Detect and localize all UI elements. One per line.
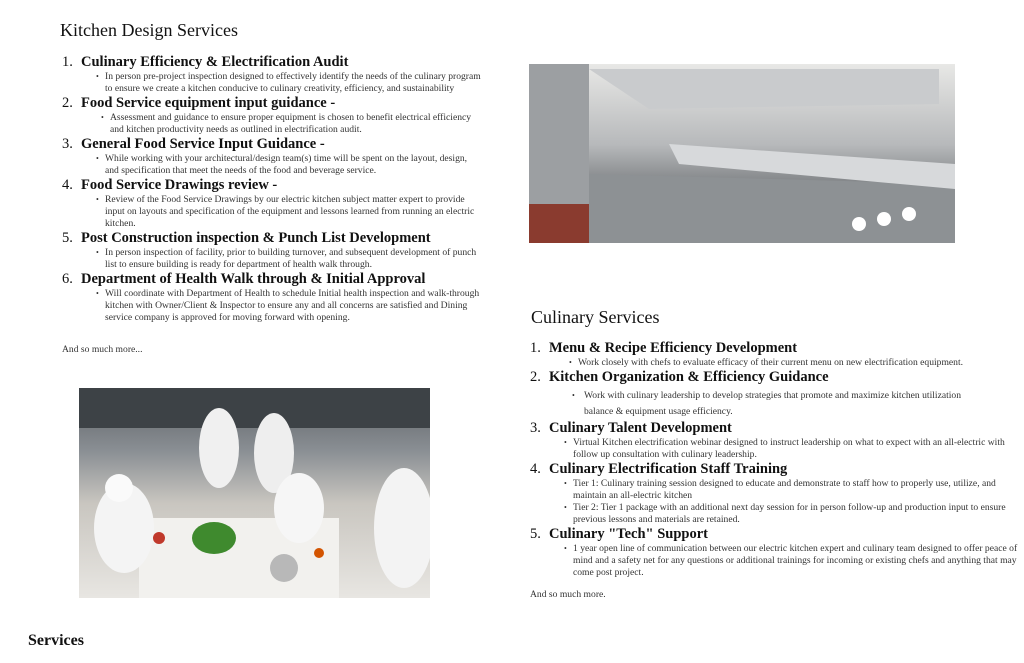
list-item [62,54,482,95]
item-number: 4. [530,461,541,477]
item-number: 2. [530,369,541,385]
item-heading: Kitchen Organization & Efficiency Guidance [549,369,829,385]
item-heading: Culinary Efficiency & Electrification Audit [81,54,349,70]
item-number: 3. [62,136,73,152]
bullet-text: • In person pre-project inspection designed to effectively identify the needs of the culinary program to ensure we create a kitchen conducive to culinary creativity, efficiency, and sustainability [105,71,482,95]
bullet-text: • Will coordinate with Department of Health to schedule Initial health inspection and walk-through kitchen with Owner/Client & Inspector to ensure any and all concerns are satisfied and Dining service company is approved for moving forward with opening. [105,288,482,324]
item-heading: Department of Health Walk through & Initial Approval [81,271,426,287]
list-item [62,271,482,324]
item-heading: Post Construction inspection & Punch List Development [81,230,431,246]
bullet-text: • Assessment and guidance to ensure proper equipment is chosen to benefit electrical efficiency and kitchen productivity needs as outlined in electrification audit. [110,112,482,136]
list-item [530,420,1020,461]
item-heading: Menu & Recipe Efficiency Development [549,340,798,356]
list-item [530,526,1020,579]
list-item [62,136,482,177]
item-number: 1. [62,54,73,70]
bullet-text: • In person inspection of facility, prior to building turnover, and subsequent development of punch list to ensure building is ready for department of health walk through. [105,247,482,271]
bullet-text: • Review of the Food Service Drawings by our electric kitchen subject matter expert to provide input on layouts and specification of the equipment and lessons learned from running an electric kitchen. [105,194,482,230]
list-item [530,369,1020,420]
list-item [62,95,482,136]
kitchen-illustration [529,64,955,243]
chefs-illustration [79,388,430,598]
item-heading: General Food Service Input Guidance - [81,136,325,152]
and-so-much-more-text: And so much more. [530,589,606,600]
item-heading: Culinary Electrification Staff Training [549,461,788,477]
item-heading: Food Service Drawings review - [81,177,278,193]
item-number: 5. [62,230,73,246]
bullet-text: • Tier 1: Culinary training session designed to educate and demonstrate to staff how to properly use, utilize, and maintain an all-electric kitchen [573,478,1020,502]
bullet-text: • Work with culinary leadership to develop strategies that promote and maximize kitchen utilization balance & equipment usage efficiency. [578,388,990,420]
culinary-services-list [530,340,1020,579]
chefs-cooking-photo [79,388,430,598]
list-item [530,340,1020,369]
bullet-text: • Tier 2: Tier 1 package with an additional next day session for in person follow-up and production input to ensure previous lessons and materials are retained. [573,502,1020,526]
bullet-text: • 1 year open line of communication between our electric kitchen expert and culinary team designed to offer peace of mind and a safety net for any questions or additional trainings for incoming or existing chefs and anything that may come post project. [573,543,1020,579]
item-heading: Culinary "Tech" Support [549,526,708,542]
bullet-text: • Virtual Kitchen electrification webinar designed to instruct leadership on what to expect with an all-electric with follow up consultation with culinary leadership. [573,437,1020,461]
list-item [62,177,482,230]
item-heading: Culinary Talent Development [549,420,732,436]
bullet-text: • While working with your architectural/design team(s) time will be spent on the layout, design, and specification that meet the needs of the food and beverage service. [105,153,482,177]
services-heading: Services [28,632,84,649]
item-number: 2. [62,95,73,111]
item-number: 1. [530,340,541,356]
and-so-much-more-text: And so much more... [62,344,143,355]
culinary-services-title: Culinary Services [531,307,660,327]
item-heading: Food Service equipment input guidance - [81,95,336,111]
kitchen-design-list [62,54,482,324]
bullet-text: • Work closely with chefs to evaluate efficacy of their current menu on new electrification equipment. [578,357,1020,369]
kitchen-design-title: Kitchen Design Services [60,20,238,40]
item-number: 3. [530,420,541,436]
item-number: 5. [530,526,541,542]
kitchen-interior-photo [529,64,955,243]
list-item [62,230,482,271]
list-item [530,461,1020,526]
item-number: 4. [62,177,73,193]
item-number: 6. [62,271,73,287]
